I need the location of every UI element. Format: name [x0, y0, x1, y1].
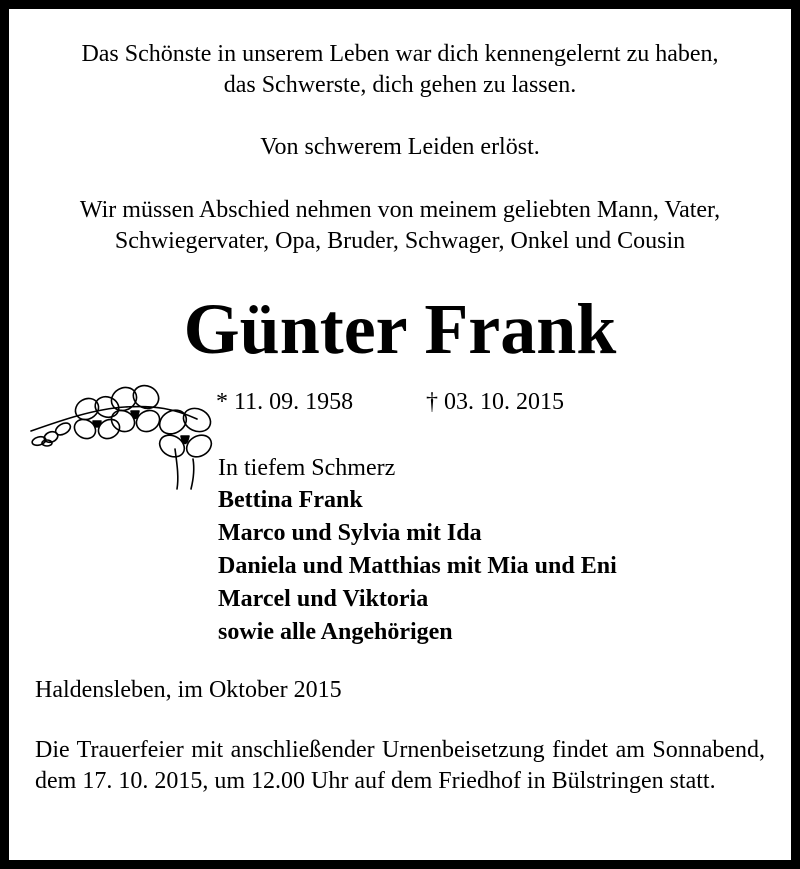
birth-date: * 11. 09. 1958 [216, 389, 354, 415]
intro-line-3: Von schwerem Leiden erlöst. [260, 134, 540, 160]
orchid-icon [25, 379, 217, 491]
mourner-name: Daniela und Matthias mit Mia und Eni [218, 553, 617, 579]
deceased-name: Günter Frank [183, 289, 617, 369]
mourner-name: Marcel und Viktoria [218, 586, 429, 612]
intro-line-2: das Schwerste, dich gehen zu lassen. [223, 72, 577, 98]
death-date: † 03. 10. 2015 [426, 389, 564, 415]
mourner-name: Bettina Frank [218, 487, 363, 513]
mourners-intro: In tiefem Schmerz [218, 455, 396, 481]
intro-line-5: Schwiegervater, Opa, Bruder, Schwager, Onkel und Cousin [114, 228, 686, 254]
mourner-name: Marco und Sylvia mit Ida [218, 520, 482, 546]
funeral-notice: Die Trauerfeier mit anschließender Urnenbeisetzung findet am Sonnabend, dem 17. 10. 2015, um 12.00 Uhr auf dem Friedhof in Bülstringen statt. [35, 737, 765, 794]
intro-line-1: Das Schönste in unserem Leben war dich kennengelernt zu haben, [81, 41, 719, 67]
obituary-notice [9, 9, 791, 860]
intro-line-4: Wir müssen Abschied nehmen von meinem geliebten Mann, Vater, [79, 197, 721, 223]
mourner-name: sowie alle Angehörigen [218, 619, 453, 645]
place-and-date: Haldensleben, im Oktober 2015 [35, 677, 342, 703]
